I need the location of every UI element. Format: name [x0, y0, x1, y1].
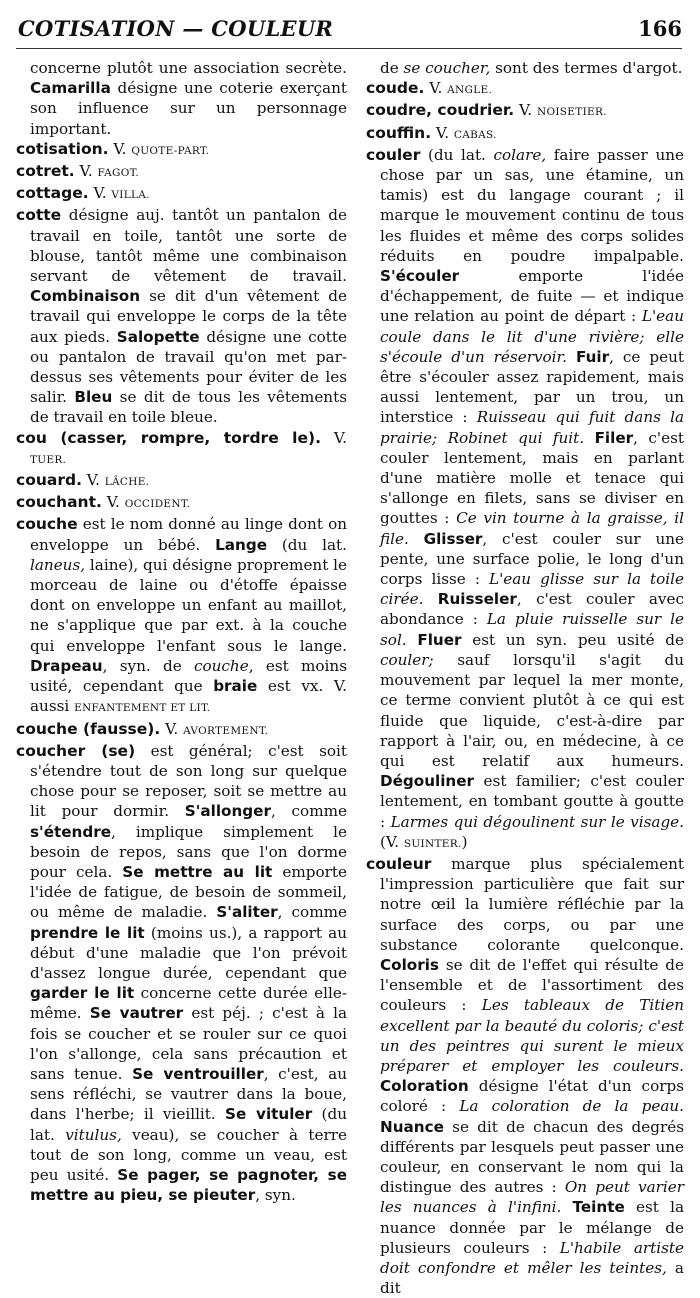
synonym-term: Se mettre au lit	[122, 862, 273, 881]
synonym-term: Teinte	[572, 1198, 625, 1217]
entry-text: V.	[74, 162, 98, 181]
entry-text	[423, 590, 437, 608]
synonym-term: Coloration	[380, 1077, 469, 1096]
synonym-term: Nuance	[380, 1117, 444, 1136]
entry-text: , comme	[277, 903, 347, 922]
headword: cotte	[16, 206, 62, 225]
synonym-term: Se ventrouiller	[132, 1064, 264, 1083]
synonym-term: Salopette	[116, 327, 200, 346]
left-column	[16, 58, 347, 1205]
entry-text: est familier; c'est couler lentement, en tombant goutte à goutte :	[380, 772, 684, 831]
cross-reference: ENFANTEMENT ET LIT.	[74, 702, 211, 715]
dictionary-entry	[366, 100, 684, 122]
example-text: laneus,	[30, 555, 86, 574]
dictionary-entry	[16, 205, 347, 427]
synonym-term: Coloris	[380, 955, 439, 974]
entry-text: concerne cette durée elle-même.	[30, 984, 348, 1023]
entry-text	[584, 429, 594, 447]
cross-reference: OCCIDENT.	[124, 498, 191, 511]
headword: couchant.	[16, 493, 102, 512]
headword: coude.	[366, 79, 425, 98]
cross-reference: SUINTER.	[403, 837, 462, 850]
entry-text: est vx. V. aussi	[30, 677, 347, 716]
cross-reference: TUER.	[30, 453, 67, 466]
entry-text	[561, 1198, 572, 1216]
page-number: 166	[638, 16, 682, 41]
entry-text: , c'est couler avec abondance :	[380, 590, 685, 629]
synonym-term: Se vautrer	[89, 1004, 184, 1023]
synonym-term: S'aliter	[216, 903, 278, 922]
entry-text: est le nom donné au linge dont on enveloppe un bébé.	[30, 515, 347, 554]
entry-text: laine), qui désigne proprement le morceau de laine ou d'étoffe épaisse dont on enveloppe un enfant au maillot, ne s'applique que par ext. à la couche qui enveloppe l'enfant sous le lange.	[30, 555, 347, 655]
entry-text: se dit de tous les vêtements de travail en toile bleue.	[30, 388, 347, 427]
example-text: L'eau glisse sur la toile cirée.	[380, 570, 684, 609]
entry-text: est général; c'est soit s'étendre tout de son long sur quelque chose pour se reposer, soit se mettre au lit pour dormir.	[30, 741, 347, 821]
synonym-term: Camarilla	[30, 79, 111, 98]
entry-text: (moins us.), a rapport au début d'une maladie que l'on prévoit d'assez longue durée, cependant que	[30, 923, 348, 982]
dictionary-entry	[366, 78, 684, 100]
entry-text: (du lat.	[30, 1105, 347, 1144]
entry-text: V.	[320, 428, 347, 447]
entry-text: emporte l'idée d'échappement, de fuite — et indique une relation au point de départ :	[380, 267, 684, 326]
entry-text: sauf lorsqu'il s'agit du mouvement par lequel la mer monte, ce terme convient plutôt à ce qui est fluide que liquide, c'est-à-dire par rapport à l'air, ou, en médecine, à ce qui est relatif aux humeurs.	[380, 650, 684, 770]
entry-text	[409, 530, 424, 548]
example-text: Ruisseau qui fuit dans la prairie; Robinet qui fuit.	[380, 408, 684, 447]
entry-text: sont des termes d'argot.	[490, 59, 683, 77]
entry-text: veau), se coucher à terre tout de son long, comme un veau, est peu usité.	[30, 1125, 348, 1184]
entry-text: V.	[514, 101, 537, 120]
entry-text	[567, 348, 576, 366]
headword: cottage.	[16, 184, 89, 203]
entry-text: se dit de l'effet qui résulte de l'ensemble et de l'assortiment des couleurs :	[380, 955, 684, 1015]
synonym-term: Lange	[215, 535, 268, 554]
synonym-term: Se vituler	[225, 1105, 313, 1124]
cross-reference: AVORTEMENT.	[183, 724, 269, 737]
example-text: colare,	[493, 145, 547, 164]
cross-reference: ANGLE.	[447, 84, 493, 97]
headword: couard.	[16, 471, 82, 490]
synonym-term: garder le lit	[30, 984, 135, 1003]
example-text: On peut varier les nuances à l'infini.	[380, 1178, 684, 1217]
synonym-term: Filer	[594, 428, 634, 447]
synonym-term: Bleu	[74, 388, 113, 407]
running-header	[16, 14, 682, 49]
dictionary-entry	[16, 514, 347, 718]
example-text: Les tableaux de Titien excellent par la beauté du coloris; c'est un des peintres qui surent le mieux préparer et employer les couleurs.	[380, 996, 684, 1075]
synonym-term: Glisser	[423, 529, 483, 548]
entry-text: désigne une coterie exerçant son influence sur un personnage important.	[30, 79, 347, 138]
cross-reference: CABAS.	[453, 128, 497, 141]
entry-text: , syn. de	[102, 656, 194, 675]
example-text: vitulus,	[65, 1125, 122, 1144]
example-text: se coucher,	[403, 59, 491, 77]
synonym-term: s'étendre	[30, 822, 112, 841]
entry-text: (V.	[380, 832, 404, 851]
entry-text: marque plus spécialement l'impression particulière que fait sur notre œil la lumière réfléchie par la surface des corps, ou par une substance colorante quelconque.	[380, 854, 684, 954]
dictionary-entry	[366, 123, 684, 145]
entry-text: V.	[88, 184, 112, 203]
dictionary-entry	[16, 183, 347, 205]
synonym-term: Fuir	[575, 347, 610, 366]
entry-text: )	[461, 832, 468, 851]
entry-text: a dit	[380, 1258, 684, 1298]
synonym-term: prendre le lit	[30, 923, 145, 942]
cross-reference: LÂCHE.	[104, 476, 150, 489]
headword: couler	[366, 145, 421, 164]
entry-text: V.	[108, 139, 132, 158]
synonym-term: S'allonger	[184, 802, 271, 821]
synonym-term: Combinaison	[30, 287, 141, 306]
entry-text: , implique simplement le besoin de repos, sans que l'on dorme pour cela.	[30, 822, 347, 881]
entry-text: désigne l'état d'un corps coloré :	[380, 1077, 684, 1116]
entry-text: (du lat.	[420, 145, 494, 164]
headword: couleur	[366, 854, 432, 873]
headword: cotisation.	[16, 139, 109, 158]
synonym-term: Fluer	[417, 630, 462, 649]
entry-text: V.	[160, 719, 184, 738]
cross-reference: FAGOT.	[97, 167, 140, 180]
headword: cotret.	[16, 162, 75, 181]
cross-reference: QUOTE-PART.	[131, 144, 210, 157]
entry-text: , c'est couler lentement, mais en parlant d'une matière molle et tenace qui s'allonge en filets, sans se diviser en gouttes :	[380, 428, 684, 528]
headword: cou (casser, rompre, tordre le).	[16, 428, 321, 447]
entry-text: de	[380, 59, 404, 77]
example-text: couler;	[380, 650, 434, 669]
entry-text: , c'est couler sur une pente, une surface polie, le long d'un corps lisse :	[380, 529, 684, 589]
headword: couche	[16, 515, 78, 534]
entry-text: se dit d'un vêtement de travail qui enveloppe le corps de la tête aux pieds.	[30, 287, 347, 346]
running-title: COTISATION — COULEUR	[18, 16, 334, 41]
dictionary-entry	[16, 470, 347, 492]
headword: coucher (se)	[16, 741, 136, 760]
example-text: L'eau coule dans le lit d'une rivière; elle s'écoule d'un réservoir.	[380, 307, 684, 366]
dictionary-entry	[366, 145, 684, 854]
entry-continuation	[16, 58, 347, 139]
dictionary-entry	[16, 139, 347, 161]
dictionary-entry	[16, 492, 347, 514]
headword: coudre, coudrier.	[366, 101, 515, 120]
entry-text: , ce peut être s'écouler assez rapidement, mais aussi lentement, par un trou, un interstice :	[380, 347, 685, 427]
entry-text: est péj. ; c'est à la fois se coucher et se rouler sur ce quoi l'on s'allonge, cela sans précaution et sans tenue.	[30, 1004, 348, 1083]
example-text: La coloration de la peau.	[459, 1097, 684, 1116]
dictionary-entry	[16, 719, 347, 741]
cross-reference: NOISETIER.	[536, 106, 607, 119]
example-text: La pluie ruisselle sur le sol.	[380, 610, 684, 649]
entry-text: est la nuance donnée par le mélange de plusieurs couleurs :	[380, 1198, 684, 1257]
right-column	[366, 58, 684, 1298]
entry-text: V.	[431, 123, 454, 142]
entry-text: , comme	[270, 802, 347, 821]
example-text: Ce vin tourne à la graisse, il file.	[380, 509, 684, 548]
synonym-term: Drapeau	[30, 656, 103, 675]
entry-continuation	[366, 58, 684, 78]
headword: couche (fausse).	[16, 719, 161, 738]
cross-reference: VILLA.	[111, 189, 150, 202]
example-text: couche	[194, 656, 249, 675]
synonym-term: braie	[213, 677, 258, 696]
dictionary-entry	[16, 741, 347, 1206]
entry-text: V.	[424, 79, 448, 98]
entry-text: , est moins usité, cependant que	[30, 656, 347, 696]
entry-text	[407, 631, 418, 649]
entry-text: V.	[81, 471, 105, 490]
entry-text: se dit de chacun des degrés différents par lesquels peut passer une couleur, en conservant le nom qui la distingue des autres :	[380, 1117, 684, 1197]
entry-text: concerne plutôt une association secrète.	[30, 59, 347, 77]
entry-text: V.	[101, 493, 125, 512]
headword: couffin.	[366, 123, 432, 142]
dictionary-entry	[366, 854, 684, 1298]
entry-text: emporte l'idée de fatigue, de besoin de sommeil, ou même de maladie.	[30, 862, 347, 922]
entry-text: , syn.	[255, 1186, 296, 1205]
dictionary-entry	[16, 161, 347, 183]
example-text: Larmes qui dégoulinent sur le visage.	[390, 812, 684, 831]
dictionary-entry	[16, 428, 347, 470]
entry-text: faire passer une chose par un sas, une étamine, un tamis) est du langage courant ; il marque le mouvement continu de tous les fluides et même des corps solides réduits en poudre impalpable.	[380, 145, 684, 265]
entry-text: (du lat.	[267, 535, 347, 554]
example-text: L'habile artiste doit confondre et mêler les teintes,	[380, 1238, 684, 1277]
synonym-term: Se pager, se pagnoter, se mettre au pieu, se pieuter	[30, 1165, 347, 1205]
synonym-term: S'écouler	[380, 267, 460, 286]
entry-text: désigne auj. tantôt un pantalon de travail en toile, tantôt une sorte de blouse, tantôt même une combinaison servant de vêtement de travail.	[30, 206, 347, 286]
synonym-term: Dégouliner	[380, 772, 475, 791]
entry-text: désigne une cotte ou pantalon de travail qu'on met par-dessus ses vêtements pour éviter de les salir.	[30, 327, 348, 407]
synonym-term: Ruisseler	[437, 590, 517, 609]
entry-text: est un syn. peu usité de	[461, 630, 684, 649]
entry-text: , c'est, au sens réfléchi, se vautrer dans la boue, dans l'herbe; il vieillit.	[30, 1064, 347, 1124]
